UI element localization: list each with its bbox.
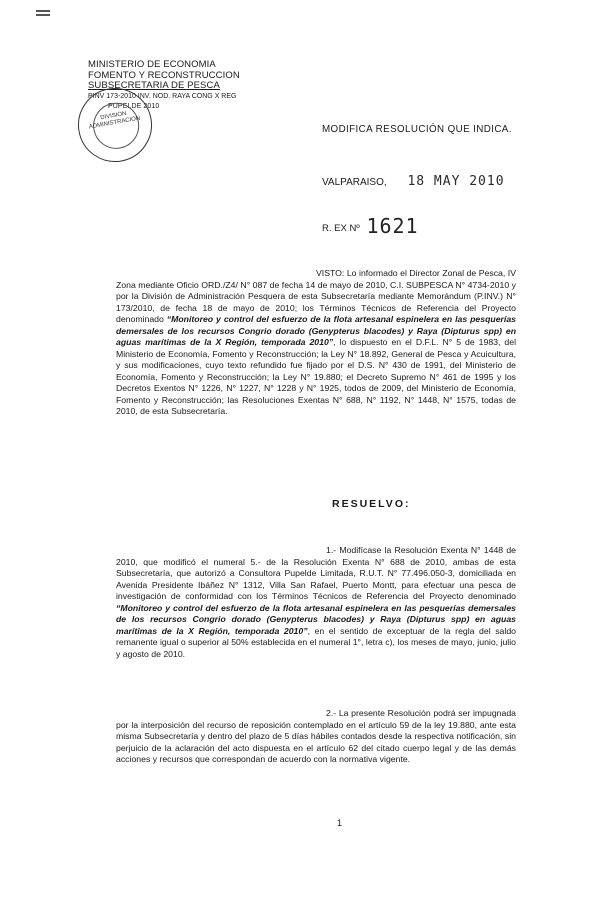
resolution-number — [322, 214, 419, 238]
visto-text: , lo dispuesto en el D.F.L. N° 5 de 1983, del Ministerio de Economía, Fomento y Reconstrucción; la Ley N° 18.892, General de Pesca y Acuicultura, y sus modificaciones, cuyo texto refundido fue fijado por el D.S. N° 430 de 1991, del Ministerio de Economía, Fomento y Reconstrucción; la Ley N° 19.880; el Decreto Supremo N° 461 de 1995 y los Decretos Exentos N° 1226, N° 1227, N° 1228 y N° 1925, todos de 2009, del Ministerio de Economía, Fomento y Reconstrucción; las Resoluciones Exentas N° 688, N° 1192, N° 1448, N° 1575, todas de 2010, de esta Subsecretaría. — [116, 337, 516, 416]
ministry-line: SUBSECRETARIA DE PESCA — [88, 80, 220, 91]
ministry-line: FOMENTO Y RECONSTRUCCION — [88, 69, 240, 81]
visto-text: Lo informado el Director Zonal de Pesca, IV Zona mediante Oficio ORD./Z4/ N° 087 de fecha 14 de mayo de 2010, C.I. SUBPESCA N° 4734-2010 y por la División de Administración Pesquera de esta Subsecretaría mediante Memorándum (P.INV.) N° 173/2010, de fecha 18 de mayo de 2010; los Términos Técnicos de Referencia del Proyecto denominado — [116, 268, 516, 324]
place-date — [322, 174, 505, 189]
punch-mark — [36, 14, 50, 16]
article-1-text: 1.- Modifícase la Resolución Exenta N° 1448 de 2010, que modificó el numeral 5.- de la Resolución Exenta N° 688 de 2010, ambas de esta Subsecretaría, que autorizó a Consultora Pupelde Limitada, R.U.T. N° 77.496.050-3, domiciliada en Avenida Presidente Ibáñez N° 1312, Villa San Rafael, Puerto Montt, para efectuar una pesca de investigación de conformidad con los Términos Técnicos de Referencia del Proyecto denominado — [116, 545, 516, 601]
document-topic: MODIFICA RESOLUCIÓN QUE INDICA. — [322, 124, 512, 135]
reference-line: PINV 173-2010 INV. NOD. RAYA CONG X REG — [88, 92, 237, 100]
rex-label: R. EX Nº — [322, 223, 360, 234]
article-2 — [116, 708, 516, 766]
article-2-text: 2.- La presente Resolución podrá ser impugnada por la interposición del recurso de reposición contemplado en el artículo 59 de la ley 19.880, ante esta misma Subsecretaría y dentro del plazo de 5 días hábiles contados desde la respectiva notificación, sin perjuicio de la aclaración del acto dispuesta en el artículo 62 del citado cuerpo legal y de las demás acciones y recursos que correspondan de acuerdo con la normativa vigente. — [116, 708, 516, 764]
article-1-text: , en el sentido de exceptuar de la regla del saldo remanente igual o superior al 50% establecida en el numeral 1°, letra c), los meses de mayo, junio, julio y agosto de 2010. — [116, 625, 516, 659]
stamp-text: DIVISION ADMINISTRACION — [88, 110, 141, 131]
ministry-line: MINISTERIO DE ECONOMIA — [88, 59, 216, 70]
rex-number: 1621 — [366, 214, 419, 238]
article-1 — [116, 545, 516, 660]
punch-mark — [36, 10, 50, 12]
handwritten-date: 18 MAY 2010 — [407, 174, 505, 189]
visto-paragraph — [116, 268, 516, 418]
project-title: “Monitoreo y control del esfuerzo de la flota artesanal espinelera en las pesquerías demersales de los recursos Congrio dorado (Genypterus blacodes) y Raya (Dipturus spp) en aguas marítimas de la X Región, temporada 2010” — [116, 314, 516, 347]
resuelvo-heading: RESUELVO: — [332, 498, 411, 510]
page-number: 1 — [337, 818, 343, 828]
place: VALPARAISO, — [322, 177, 387, 188]
reference-line: PUPELDE 2010 — [108, 103, 160, 110]
visto-label: VISTO: — [316, 268, 345, 278]
project-title: “Monitoreo y control del esfuerzo de la flota artesanal espinelera en las pesquerías demersales de los recursos Congrio dorado (Genypterus blacodes) y Raya (Dipturus spp) en aguas marítimas de la X Región, temporada 2010” — [116, 602, 516, 636]
